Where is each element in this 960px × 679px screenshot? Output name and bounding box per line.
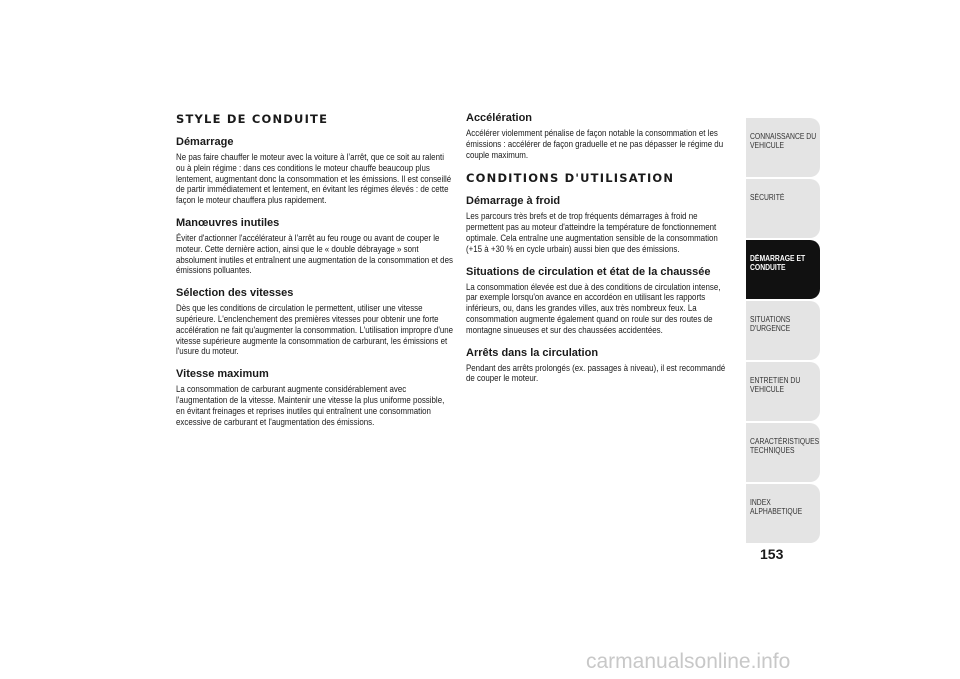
- tab-vehicle-knowledge[interactable]: [746, 118, 820, 177]
- tab-label: ENTRETIEN DU VEHICULE: [750, 376, 801, 394]
- paragraph-acceleration: Accélérer violemment pénalise de façon notable la consommation et les émissions : accélérer de façon graduelle et ne pas dépasser le régime du couple maximum.: [466, 128, 724, 160]
- section-heading-driving-style: STYLE DE CONDUITE: [176, 112, 329, 126]
- subheading-traffic-stops: Arrêts dans la circulation: [466, 346, 599, 359]
- subheading-gear-selection: Sélection des vitesses: [176, 287, 294, 300]
- tab-safety[interactable]: [746, 179, 820, 238]
- paragraph-starting: Ne pas faire chauffer le moteur avec la voiture à l’arrêt, que ce soit au ralenti ou à plein régime : dans ces conditions le moteur chauffe beaucoup plus lentement, augmentant donc la consommation et les émissions. Il est conseillé de partir immédiatement et lentement, en évitant les régimes élevés : de cette façon le moteur chauffera plus rapidement.: [176, 152, 452, 206]
- paragraph-traffic-road-conditions: La consommation élevée est due à des conditions de circulation intense, par exemple lorsqu'on avance en accordéon en utilisant les rapports inférieurs, ou, dans les grandes villes, aux très nombreux feux. La consommation augmente également quand on roule sur des routes de montagne sinueuses et sur des chaussées accidentées.: [466, 281, 721, 335]
- tab-starting-and-driving[interactable]: [746, 240, 820, 299]
- paragraph-cold-start: Les parcours très brefs et de trop fréquents démarrages à froid ne permettent pas au moteur d'atteindre la température de fonctionnement optimale. Cela entraîne une augmentation sensible de la consommation (+15 à +30 % en cycle urbain) aussi bien que des émissions.: [466, 211, 718, 254]
- paragraph-traffic-stops: Pendant des arrêts prolongés (ex. passages à niveau), il est recommandé de couper le moteur.: [466, 362, 726, 384]
- paragraph-gear-selection: Dès que les conditions de circulation le permettent, utiliser une vitesse supérieure. L'enclenchement des premières vitesses pour obtenir une forte accélération ne fait qu'augmenter la consommation. L'utilisation impropre d'une vitesse supérieure augmente la consommation de carburant, les émissions et l'usure du moteur.: [176, 303, 454, 357]
- tab-label: SÉCURITÉ: [750, 193, 785, 202]
- paragraph-useless-manoeuvres: Éviter d'actionner l'accélérateur à l'arrêt au feu rouge ou avant de couper le moteur. Cette dernière action, ainsi que le « double débrayage » sont absolument inutiles et entraînent une augmentation de la consommation et des émissions polluantes.: [176, 232, 453, 276]
- tab-label: SITUATIONS D'URGENCE: [750, 315, 791, 333]
- subheading-acceleration: Accélération: [466, 112, 533, 124]
- chapter-tabs: [746, 118, 820, 545]
- subheading-cold-start: Démarrage à froid: [466, 195, 561, 208]
- tab-alphabetical-index[interactable]: [746, 484, 820, 543]
- section-heading-conditions-of-use: CONDITIONS D'UTILISATION: [466, 171, 675, 186]
- page-number: 153: [760, 546, 784, 562]
- watermark: carmanualsonline.info: [586, 650, 791, 673]
- subheading-starting: Démarrage: [176, 136, 234, 148]
- left-column: [176, 112, 454, 438]
- tab-label: INDEX ALPHABETIQUE: [750, 498, 803, 516]
- tab-label: CONNAISSANCE DU VEHICULE: [750, 132, 817, 150]
- subheading-useless-manoeuvres: Manœuvres inutiles: [176, 216, 280, 229]
- tab-label: CARACTÉRISTIQUES TECHNIQUES: [750, 437, 820, 455]
- right-column: [466, 112, 731, 395]
- subheading-maximum-speed: Vitesse maximum: [176, 368, 269, 381]
- tab-emergency[interactable]: [746, 301, 820, 360]
- subheading-traffic-road-conditions: Situations de circulation et état de la chaussée: [466, 265, 711, 278]
- tab-label: DÉMARRAGE ET CONDUITE: [750, 254, 806, 272]
- paragraph-maximum-speed: La consommation de carburant augmente considérablement avec l'augmentation de la vitesse. Maintenir une vitesse la plus uniforme possible, en évitant freinages et reprises inutiles qui entraînent une consommation excessive de carburant et l'augmentation des émissions.: [176, 384, 445, 427]
- tab-technical-specifications[interactable]: [746, 423, 820, 482]
- tab-maintenance[interactable]: [746, 362, 820, 421]
